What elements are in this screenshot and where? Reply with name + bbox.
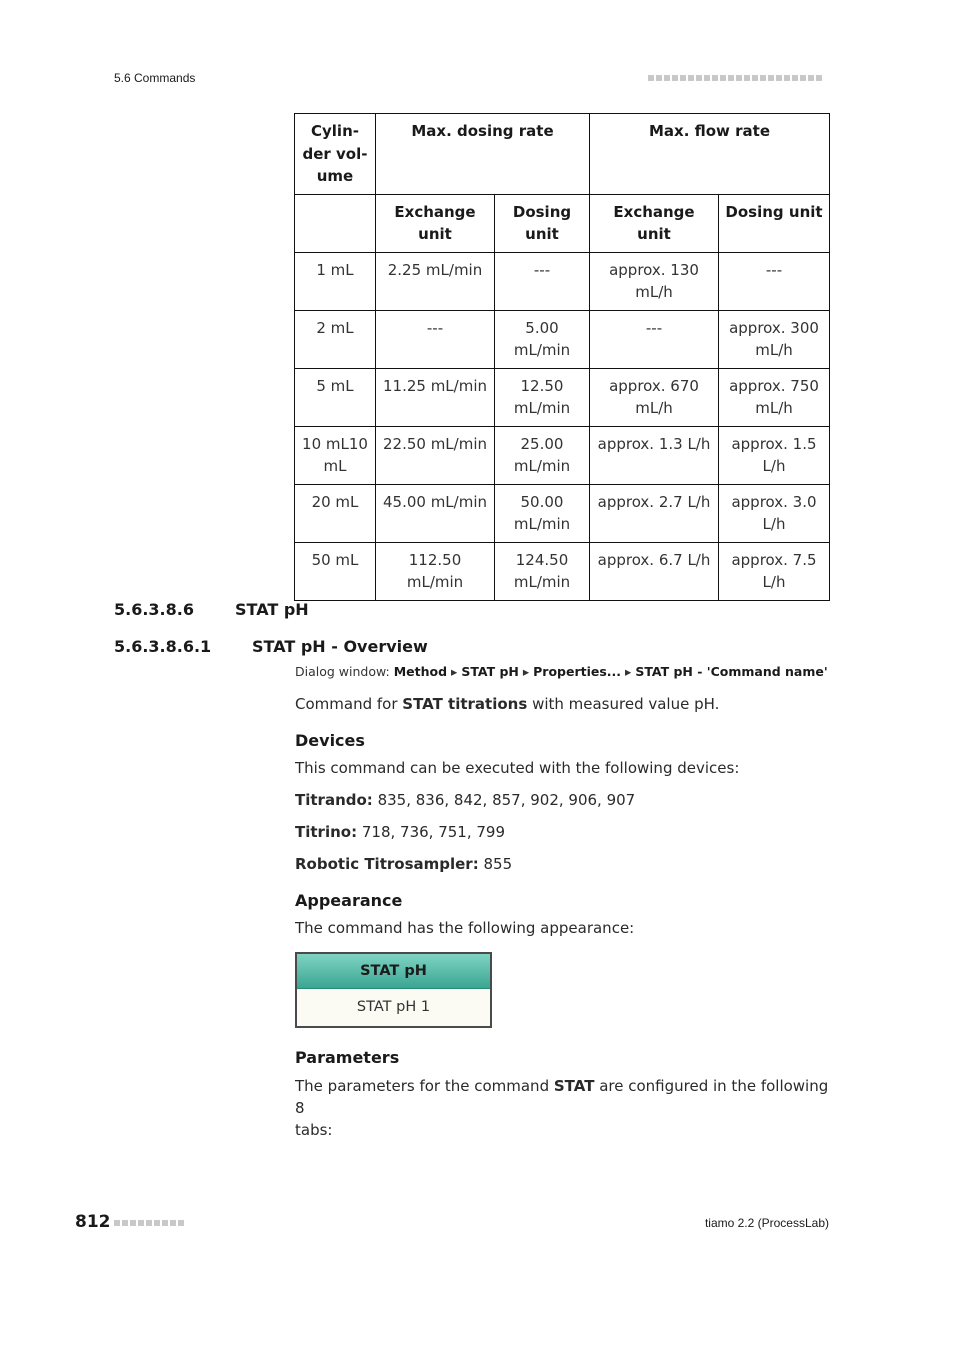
section-title: STAT pH (235, 600, 309, 619)
table-cell: --- (719, 252, 830, 310)
table-cell: approx. 130 mL/h (590, 252, 719, 310)
table-cell: 22.50 mL/min (376, 426, 495, 484)
devices-heading: Devices (295, 731, 365, 750)
table-cell: approx. 1.5 L/h (719, 426, 830, 484)
section-heading-stat-ph (114, 600, 309, 619)
intro-text: Command for (295, 695, 398, 713)
device-label: Titrando: (295, 791, 373, 809)
subheader-dosing-unit: Dosing unit (719, 194, 830, 252)
table-cell: --- (590, 310, 719, 368)
table-cell: 10 mL10 mL (295, 426, 376, 484)
subheader-exchange-unit: Exchange unit (376, 194, 495, 252)
device-titrando (295, 789, 635, 811)
device-label: Robotic Titrosampler: (295, 855, 479, 873)
table-cell: 5 mL (295, 368, 376, 426)
table-row (295, 426, 830, 484)
appearance-heading: Appearance (295, 891, 403, 910)
table-cell: approx. 750 mL/h (719, 368, 830, 426)
table-cell: 11.25 mL/min (376, 368, 495, 426)
appearance-text: The command has the following appearance: (295, 919, 635, 937)
parameters-text-part: are configured in the following 8 (295, 1077, 829, 1117)
table-row (295, 310, 830, 368)
footer-decoration-dots (114, 1220, 184, 1226)
arrow-icon: ▸ (522, 664, 530, 679)
table-cell: 112.50 mL/min (376, 542, 495, 600)
dialog-window-path (295, 664, 828, 679)
table-cell: 2.25 mL/min (376, 252, 495, 310)
table-cell: approx. 1.3 L/h (590, 426, 719, 484)
running-header-section: 5.6 Commands (114, 71, 196, 85)
table-header-row (295, 114, 830, 195)
parameters-text-part: tabs: (295, 1121, 333, 1139)
subheader-empty (295, 194, 376, 252)
command-box-name: STAT pH 1 (356, 999, 431, 1015)
table-cell: approx. 670 mL/h (590, 368, 719, 426)
table-cell: --- (495, 252, 590, 310)
table-cell: approx. 7.5 L/h (719, 542, 830, 600)
table-cell: 45.00 mL/min (376, 484, 495, 542)
device-value: 835, 836, 842, 857, 902, 906, 907 (377, 791, 636, 809)
header-max-dosing-rate: Max. dosing rate (376, 114, 590, 195)
parameters-text-part: The parameters for the command (295, 1077, 550, 1095)
parameters-text (295, 1075, 835, 1141)
header-max-flow-rate: Max. flow rate (590, 114, 830, 195)
table-cell: 1 mL (295, 252, 376, 310)
table-cell: 12.50 mL/min (495, 368, 590, 426)
device-value: 718, 736, 751, 799 (361, 823, 505, 841)
page-number: 812 (75, 1212, 111, 1232)
table-cell: 20 mL (295, 484, 376, 542)
intro-bold: STAT titrations (402, 695, 528, 713)
devices-text: This command can be executed with the following devices: (295, 759, 740, 777)
table-cell: 124.50 mL/min (495, 542, 590, 600)
subheader-exchange-unit: Exchange unit (590, 194, 719, 252)
parameters-heading: Parameters (295, 1048, 400, 1067)
table-cell: 2 mL (295, 310, 376, 368)
dosing-rates-table (294, 113, 830, 601)
arrow-icon: ▸ (625, 664, 632, 679)
table-cell: approx. 2.7 L/h (590, 484, 719, 542)
footer-product: tiamo 2.2 (ProcessLab) (704, 1216, 829, 1230)
header-decoration-dots (648, 75, 822, 81)
table-cell: approx. 3.0 L/h (719, 484, 830, 542)
arrow-icon: ▸ (451, 664, 458, 679)
device-label: Titrino: (295, 823, 358, 841)
path-command-name: STAT pH - 'Command name' (635, 664, 828, 679)
device-value: 855 (483, 855, 513, 873)
table-row (295, 368, 830, 426)
header-cylinder-volume: Cylin- der vol- ume (295, 114, 376, 195)
table-cell: approx. 300 mL/h (719, 310, 830, 368)
table-row (295, 252, 830, 310)
path-stat-ph: STAT pH (461, 664, 519, 679)
section-heading-overview (114, 637, 428, 656)
table-cell: --- (376, 310, 495, 368)
table-subheader-row (295, 194, 830, 252)
subheader-dosing-unit: Dosing unit (495, 194, 590, 252)
path-method: Method (393, 664, 448, 679)
table-cell: approx. 6.7 L/h (590, 542, 719, 600)
device-robotic-titrosampler (295, 853, 512, 875)
table-cell: 5.00 mL/min (495, 310, 590, 368)
dialog-prefix: Dialog window: (295, 664, 390, 679)
section-number: 5.6.3.8.6.1 (114, 637, 212, 656)
intro-paragraph (295, 693, 719, 715)
table-cell: 50.00 mL/min (495, 484, 590, 542)
stat-ph-command-box (295, 952, 492, 1028)
command-box-title: STAT pH (297, 954, 490, 989)
section-number: 5.6.3.8.6 (114, 600, 194, 619)
device-titrino (295, 821, 505, 843)
intro-text: with measured value pH. (532, 695, 720, 713)
path-properties: Properties... (533, 664, 622, 679)
table-row (295, 484, 830, 542)
table-cell: 25.00 mL/min (495, 426, 590, 484)
table-row (295, 542, 830, 600)
parameters-bold: STAT (553, 1077, 595, 1095)
section-title: STAT pH - Overview (252, 637, 428, 656)
table-cell: 50 mL (295, 542, 376, 600)
